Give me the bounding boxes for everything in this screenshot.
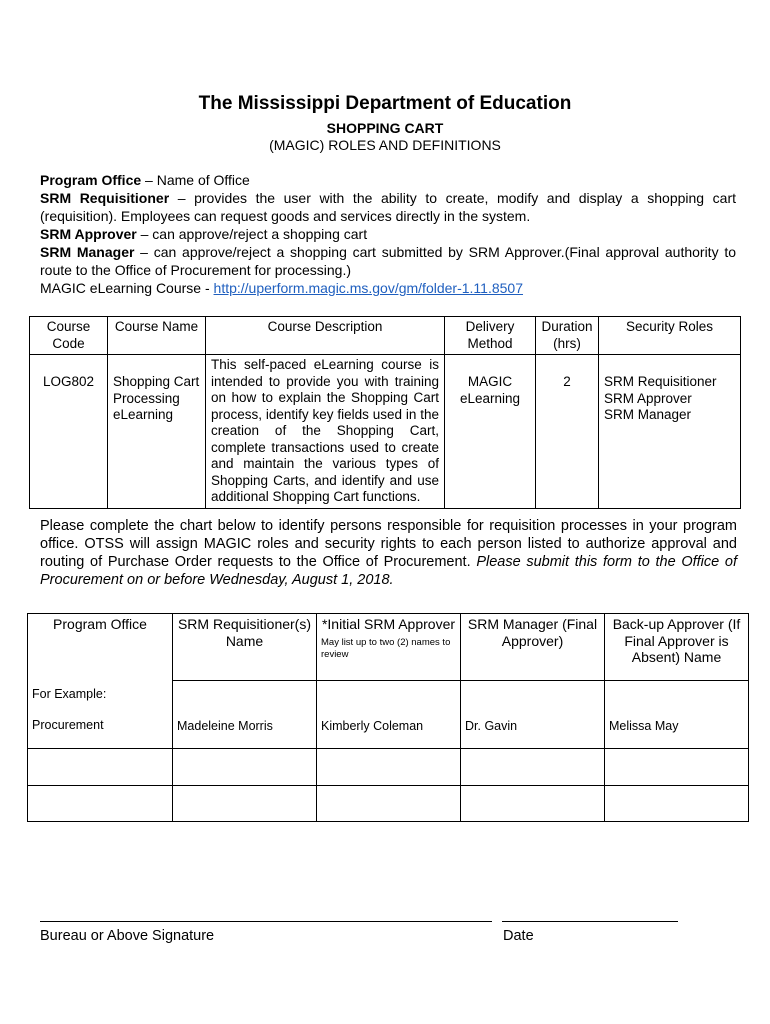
entry-cell[interactable]: [605, 749, 749, 786]
header-srm-requisitioner: SRM Requisitioner(s) Name: [173, 614, 317, 681]
entry-cell[interactable]: [317, 749, 461, 786]
example-initial-approver: Kimberly Coleman: [317, 681, 461, 749]
page-subtitle-2: (MAGIC) ROLES AND DEFINITIONS: [269, 137, 501, 153]
role-approver: SRM Approver: [604, 390, 692, 406]
role-manager: SRM Manager: [604, 407, 692, 422]
entry-cell[interactable]: [461, 749, 605, 786]
header-program-office: Program Office: [28, 614, 173, 681]
page-title: The Mississippi Department of Education: [198, 93, 572, 114]
instructions-paragraph: Please complete the chart below to identify persons responsible for requisition processes in your program office. OTSS will assign MAGIC roles and security rights to each person listed to authorize approval and routing of Purchase Order requests to the Office of Procurement. Please submit this form to the Office of Procurement on or before Wednesday, August 1, 2018.: [40, 518, 737, 588]
role-requisitioner: SRM Requisitioner: [604, 374, 717, 389]
definition-requisitioner: SRM Requisitioner – provides the user with the ability to create, modify and display a shopping cart (requisition). Employees can request goods and services directly in the system.: [40, 190, 736, 224]
header-course-code: Course Code: [30, 317, 108, 355]
header-initial-approver: *Initial SRM Approver May list up to two (2) names to review: [317, 614, 461, 681]
security-roles: [599, 355, 741, 509]
course-link-line: MAGIC eLearning Course - http://uperform.magic.ms.gov/gm/folder-1.11.8507: [40, 280, 523, 296]
example-requisitioner: Madeleine Morris: [173, 681, 317, 749]
date-line[interactable]: [502, 921, 678, 922]
table-row: [30, 355, 741, 509]
signature-line[interactable]: [40, 921, 492, 922]
course-description: This self-paced eLearning course is intended to provide you with training on how to explain the Shopping Cart process, identify key fields used in the creation of the Shopping Cart, complete transactions used to create and maintain the various types of Shopping Carts, and identify and use additional Shopping Cart functions.: [206, 355, 445, 509]
entry-cell[interactable]: [28, 786, 173, 822]
entry-cell[interactable]: [173, 749, 317, 786]
example-program-office: [28, 681, 173, 749]
course-table-header-row: [30, 317, 741, 355]
definition-program-office: Program Office – Name of Office: [40, 172, 250, 188]
date-label: Date: [503, 928, 534, 944]
entry-cell[interactable]: [317, 786, 461, 822]
course-link[interactable]: http://uperform.magic.ms.gov/gm/folder-1.11.8507: [213, 280, 523, 296]
example-backup: Melissa May: [605, 681, 749, 749]
header-course-name: Course Name: [108, 317, 206, 355]
signature-label: Bureau or Above Signature: [40, 928, 215, 944]
course-name: Shopping Cart Processing eLearning: [108, 355, 206, 509]
definitions-block: [40, 171, 736, 297]
example-label: For Example:: [32, 686, 107, 701]
header-security-roles: Security Roles: [599, 317, 741, 355]
header-srm-manager: SRM Manager (Final Approver): [461, 614, 605, 681]
header-course-description: Course Description: [206, 317, 445, 355]
example-manager: Dr. Gavin: [461, 681, 605, 749]
deadline-note: Please submit this form to the Office of Procurement on or before Wednesday, August 1, 2018.: [40, 554, 737, 588]
roles-table: [27, 613, 749, 822]
roles-header-row: [28, 614, 749, 681]
definition-approver: SRM Approver – can approve/reject a shopping cart: [40, 226, 368, 242]
table-row: [28, 749, 749, 786]
definition-manager: SRM Manager – can approve/reject a shopping cart submitted by SRM Approver.(Final approval authority to route to the Office of Procurement for processing.): [40, 244, 736, 278]
course-code: LOG802: [30, 355, 108, 509]
page-subtitle: SHOPPING CART: [326, 120, 444, 136]
course-table: [29, 316, 741, 509]
header-backup-approver: Back-up Approver (If Final Approver is Absent) Name: [605, 614, 749, 681]
table-row: [28, 786, 749, 822]
entry-cell[interactable]: [28, 749, 173, 786]
header-duration: Duration (hrs): [536, 317, 599, 355]
duration: 2: [536, 355, 599, 509]
entry-cell[interactable]: [461, 786, 605, 822]
entry-cell[interactable]: [173, 786, 317, 822]
header-delivery-method: Delivery Method: [445, 317, 536, 355]
delivery-method: MAGIC eLearning: [445, 355, 536, 509]
example-row: [28, 681, 749, 749]
entry-cell[interactable]: [605, 786, 749, 822]
example-office-value: Procurement: [32, 718, 104, 732]
initial-approver-note: May list up to two (2) names to review: [321, 636, 451, 660]
